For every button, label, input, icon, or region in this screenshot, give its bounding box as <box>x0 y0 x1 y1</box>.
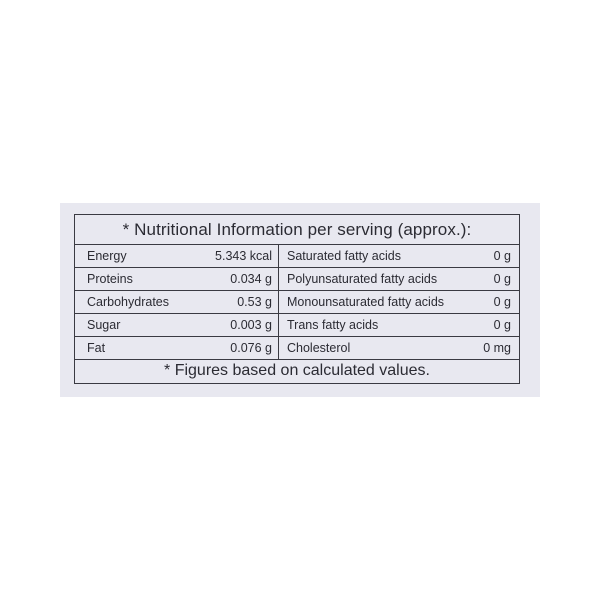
nutrient-value: 0.003 g <box>230 318 272 332</box>
fatty-acid-cell <box>279 245 519 268</box>
fatty-acid-value: 0 g <box>493 249 511 263</box>
nutrient-name: Sugar <box>87 318 121 332</box>
fatty-acid-value: 0 mg <box>483 341 511 355</box>
nutrient-value: 0.076 g <box>230 341 272 355</box>
fatty-acid-name: Saturated fatty acids <box>287 249 401 263</box>
fatty-acid-value: 0 g <box>493 272 511 286</box>
nutrient-value: 0.53 g <box>237 295 272 309</box>
nutrition-grid <box>75 245 519 360</box>
nutrient-cell <box>75 291 279 314</box>
nutrient-cell <box>75 337 279 360</box>
fatty-acid-cell <box>279 314 519 337</box>
fatty-acid-name: Cholesterol <box>287 341 351 355</box>
nutrient-value: 5.343 kcal <box>215 249 272 263</box>
nutrient-name: Energy <box>87 249 127 263</box>
fatty-acid-cell <box>279 268 519 291</box>
nutrient-cell <box>75 268 279 291</box>
fatty-acid-value: 0 g <box>493 318 511 332</box>
fatty-acid-name: Polyunsaturated fatty acids <box>287 272 438 286</box>
nutrient-name: Proteins <box>87 272 133 286</box>
fatty-acid-cell <box>279 337 519 360</box>
nutrition-title: * Nutritional Information per serving (approx.): <box>75 215 519 245</box>
nutrient-value: 0.034 g <box>230 272 272 286</box>
nutrition-label-card <box>60 203 540 397</box>
nutrient-name: Carbohydrates <box>87 295 169 309</box>
footnote: * Figures based on calculated values. <box>164 362 430 379</box>
fatty-acid-cell <box>279 291 519 314</box>
nutrient-cell <box>75 245 279 268</box>
fatty-acid-value: 0 g <box>493 295 511 309</box>
nutrition-table <box>74 214 520 384</box>
fatty-acid-name: Monounsaturated fatty acids <box>287 295 445 309</box>
nutrient-name: Fat <box>87 341 106 355</box>
nutrient-cell <box>75 314 279 337</box>
fatty-acid-name: Trans fatty acids <box>287 318 379 332</box>
